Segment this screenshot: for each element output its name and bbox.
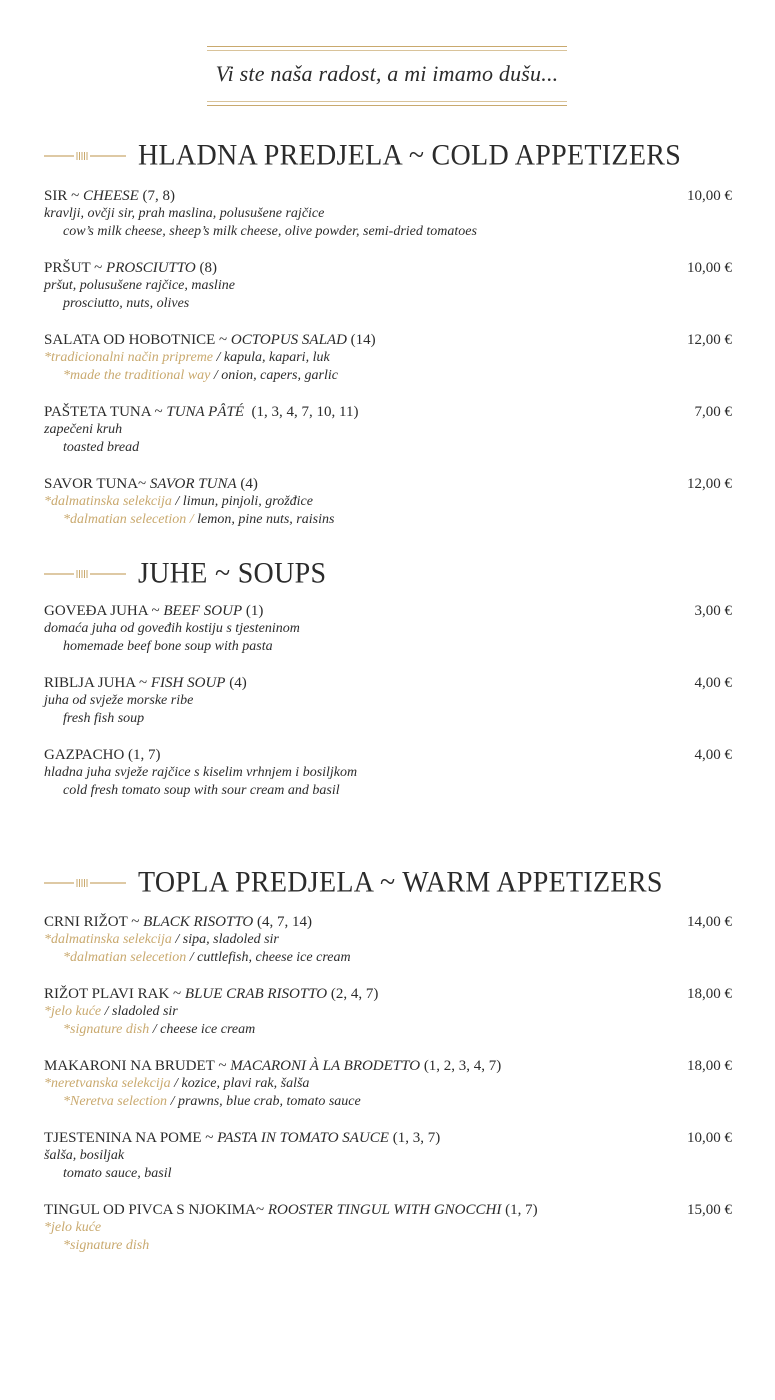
menu-item-tuna-pate [44, 403, 734, 457]
item-desc-hr: šalša, bosiljak [44, 1148, 125, 1163]
item-price: 18,00 € [687, 1058, 732, 1074]
item-allergens: (2, 4, 7) [327, 986, 379, 1002]
menu-item-fish-soup [44, 674, 734, 728]
item-desc-hr: pršut, polusušene rajčice, masline [44, 278, 235, 293]
item-desc-hr: kravlji, ovčji sir, prah maslina, polusušene rajčice [44, 206, 325, 221]
item-name-hr: SIR ~ [44, 188, 83, 204]
ornament-icon [44, 149, 126, 163]
item-desc-en: fresh fish soup [63, 711, 145, 726]
item-name-en: TUNA PÂTÉ [166, 404, 245, 420]
item-name-hr: CRNI RIŽOT ~ [44, 914, 144, 930]
item-desc-en: / cheese ice cream [149, 1022, 256, 1037]
item-desc-hr: / kozice, plavi rak, šalša [170, 1076, 310, 1091]
menu-item-beef-soup [44, 602, 734, 656]
item-price: 4,00 € [694, 675, 732, 691]
item-price: 10,00 € [687, 188, 732, 204]
item-desc-en: prosciutto, nuts, olives [63, 296, 190, 311]
item-tag-en: *dalmatian selecetion / [63, 512, 194, 527]
item-desc-hr: hladna juha svježe rajčice s kiselim vrhnjem i bosiljkom [44, 765, 358, 780]
item-price: 15,00 € [687, 1202, 732, 1218]
item-tag-en: *signature dish [63, 1238, 150, 1253]
item-desc-en: homemade beef bone soup with pasta [63, 639, 273, 654]
item-name-en: ROOSTER TINGUL WITH GNOCCHI [267, 1202, 502, 1218]
item-price: 10,00 € [687, 260, 732, 276]
item-tag-en: *Neretva selection [63, 1094, 168, 1109]
section-heading-cold [44, 141, 681, 171]
section-heading-soups [44, 559, 326, 589]
item-name-en: PROSCIUTTO [106, 260, 196, 276]
menu-item-prosciutto [44, 259, 734, 313]
item-desc-en: cold fresh tomato soup with sour cream and basil [63, 783, 340, 798]
item-name-hr: PRŠUT ~ [44, 260, 107, 276]
item-allergens: (4, 7, 14) [253, 914, 313, 930]
tagline-banner [207, 46, 567, 106]
item-tag-hr: *jelo kuće [44, 1004, 102, 1019]
item-name-hr: SALATA OD HOBOTNICE ~ [44, 332, 231, 348]
item-name-en: BLACK RISOTTO [143, 914, 254, 930]
item-allergens: (1) [242, 603, 264, 619]
item-name-hr: MAKARONI NA BRUDET ~ [44, 1058, 231, 1074]
item-allergens: (1, 3, 7) [388, 1130, 441, 1146]
item-allergens: (7, 8) [138, 188, 176, 204]
item-allergens: (4) [236, 476, 258, 492]
item-desc-hr: / kapula, kapari, luk [213, 350, 330, 365]
menu-item-octopus-salad [44, 331, 734, 385]
item-name-en: FISH SOUP [150, 675, 226, 691]
item-allergens: (14) [346, 332, 376, 348]
item-name-hr: SAVOR TUNA~ [44, 476, 150, 492]
item-desc-hr: / sladoled sir [101, 1004, 178, 1019]
item-tag-hr: *tradicionalni način pripreme [44, 350, 214, 365]
item-desc-en: lemon, pine nuts, raisins [193, 512, 335, 527]
item-allergens: (1, 7) [501, 1202, 538, 1218]
item-desc-hr: domaća juha od goveđih kostiju s tjesteninom [44, 621, 300, 636]
item-allergens: (1, 7) [124, 747, 161, 763]
menu-item-macaroni-brodetto [44, 1057, 734, 1111]
item-allergens: (1, 2, 3, 4, 7) [420, 1058, 502, 1074]
item-price: 12,00 € [687, 476, 732, 492]
menu-item-rooster-tingul [44, 1201, 734, 1255]
item-desc-en: toasted bread [63, 440, 140, 455]
item-price: 14,00 € [687, 914, 732, 930]
item-tag-en: *made the traditional way [63, 368, 211, 383]
item-name-hr: GOVEĐA JUHA ~ [44, 603, 164, 619]
item-desc-hr: zapečeni kruh [44, 422, 123, 437]
menu-item-gazpacho [44, 746, 734, 800]
banner-rule-bottom-thin [207, 101, 567, 102]
item-price: 4,00 € [694, 747, 732, 763]
item-allergens: (8) [195, 260, 218, 276]
menu-item-blue-crab-risotto [44, 985, 734, 1039]
ornament-icon [44, 567, 126, 581]
item-name-hr: RIŽOT PLAVI RAK ~ [44, 986, 185, 1002]
item-tag-hr: *jelo kuće [44, 1220, 102, 1235]
item-name-en: BLUE CRAB RISOTTO [184, 986, 328, 1002]
menu-item-savor-tuna [44, 475, 734, 529]
menu-item-cheese [44, 187, 734, 241]
item-price: 10,00 € [687, 1130, 732, 1146]
menu-item-pasta-tomato [44, 1129, 734, 1183]
item-name-hr: RIBLJA JUHA ~ [44, 675, 151, 691]
item-price: 12,00 € [687, 332, 732, 348]
item-price: 18,00 € [687, 986, 732, 1002]
item-desc-en: cow’s milk cheese, sheep’s milk cheese, olive powder, semi-dried tomatoes [63, 224, 477, 239]
item-name-en: PASTA IN TOMATO SAUCE [217, 1130, 389, 1146]
section-title: TOPLA PREDJELA ~ WARM APPETIZERS [138, 866, 663, 899]
item-price: 7,00 € [694, 404, 732, 420]
item-desc-en: / onion, capers, garlic [210, 368, 338, 383]
item-tag-hr: *neretvanska selekcija [44, 1076, 171, 1091]
section-title: HLADNA PREDJELA ~ COLD APPETIZERS [138, 139, 682, 172]
section-title: JUHE ~ SOUPS [138, 557, 327, 590]
tagline: Vi ste naša radost, a mi imamo dušu... [215, 61, 559, 86]
banner-rule-bottom [207, 105, 567, 106]
item-name-hr: GAZPACHO [44, 747, 125, 763]
item-desc-en: / cuttlefish, cheese ice cream [186, 950, 351, 965]
item-price: 3,00 € [694, 603, 732, 619]
item-name-en: CHEESE [82, 188, 139, 204]
item-name-hr: TINGUL OD PIVCA S NJOKIMA~ [44, 1202, 268, 1218]
banner-rule-top-thin [207, 50, 567, 51]
section-heading-warm [44, 868, 663, 898]
item-name-hr: PAŠTETA TUNA ~ [44, 404, 167, 420]
item-name-hr: TJESTENINA NA POME ~ [44, 1130, 218, 1146]
item-name-en: BEEF SOUP [163, 603, 243, 619]
item-name-en: OCTOPUS SALAD [230, 332, 347, 348]
item-allergens: (4) [225, 675, 247, 691]
item-desc-en: / prawns, blue crab, tomato sauce [167, 1094, 361, 1109]
item-tag-hr: *dalmatinska selekcija [44, 494, 172, 509]
item-tag-en: *dalmatian selecetion [63, 950, 187, 965]
ornament-icon [44, 876, 126, 890]
item-desc-hr: juha od svježe morske ribe [44, 693, 194, 708]
item-tag-hr: *dalmatinska selekcija [44, 932, 172, 947]
banner-rule-top [207, 46, 567, 47]
item-name-en: MACARONI À LA BRODETTO [230, 1058, 421, 1074]
item-allergens: (1, 3, 4, 7, 10, 11) [244, 404, 359, 420]
item-name-en: SAVOR TUNA [149, 476, 237, 492]
item-desc-hr: / limun, pinjoli, grožđice [171, 494, 313, 509]
item-tag-en: *signature dish [63, 1022, 150, 1037]
menu-item-black-risotto [44, 913, 734, 967]
item-desc-en: tomato sauce, basil [63, 1166, 172, 1181]
item-desc-hr: / sipa, sladoled sir [171, 932, 279, 947]
